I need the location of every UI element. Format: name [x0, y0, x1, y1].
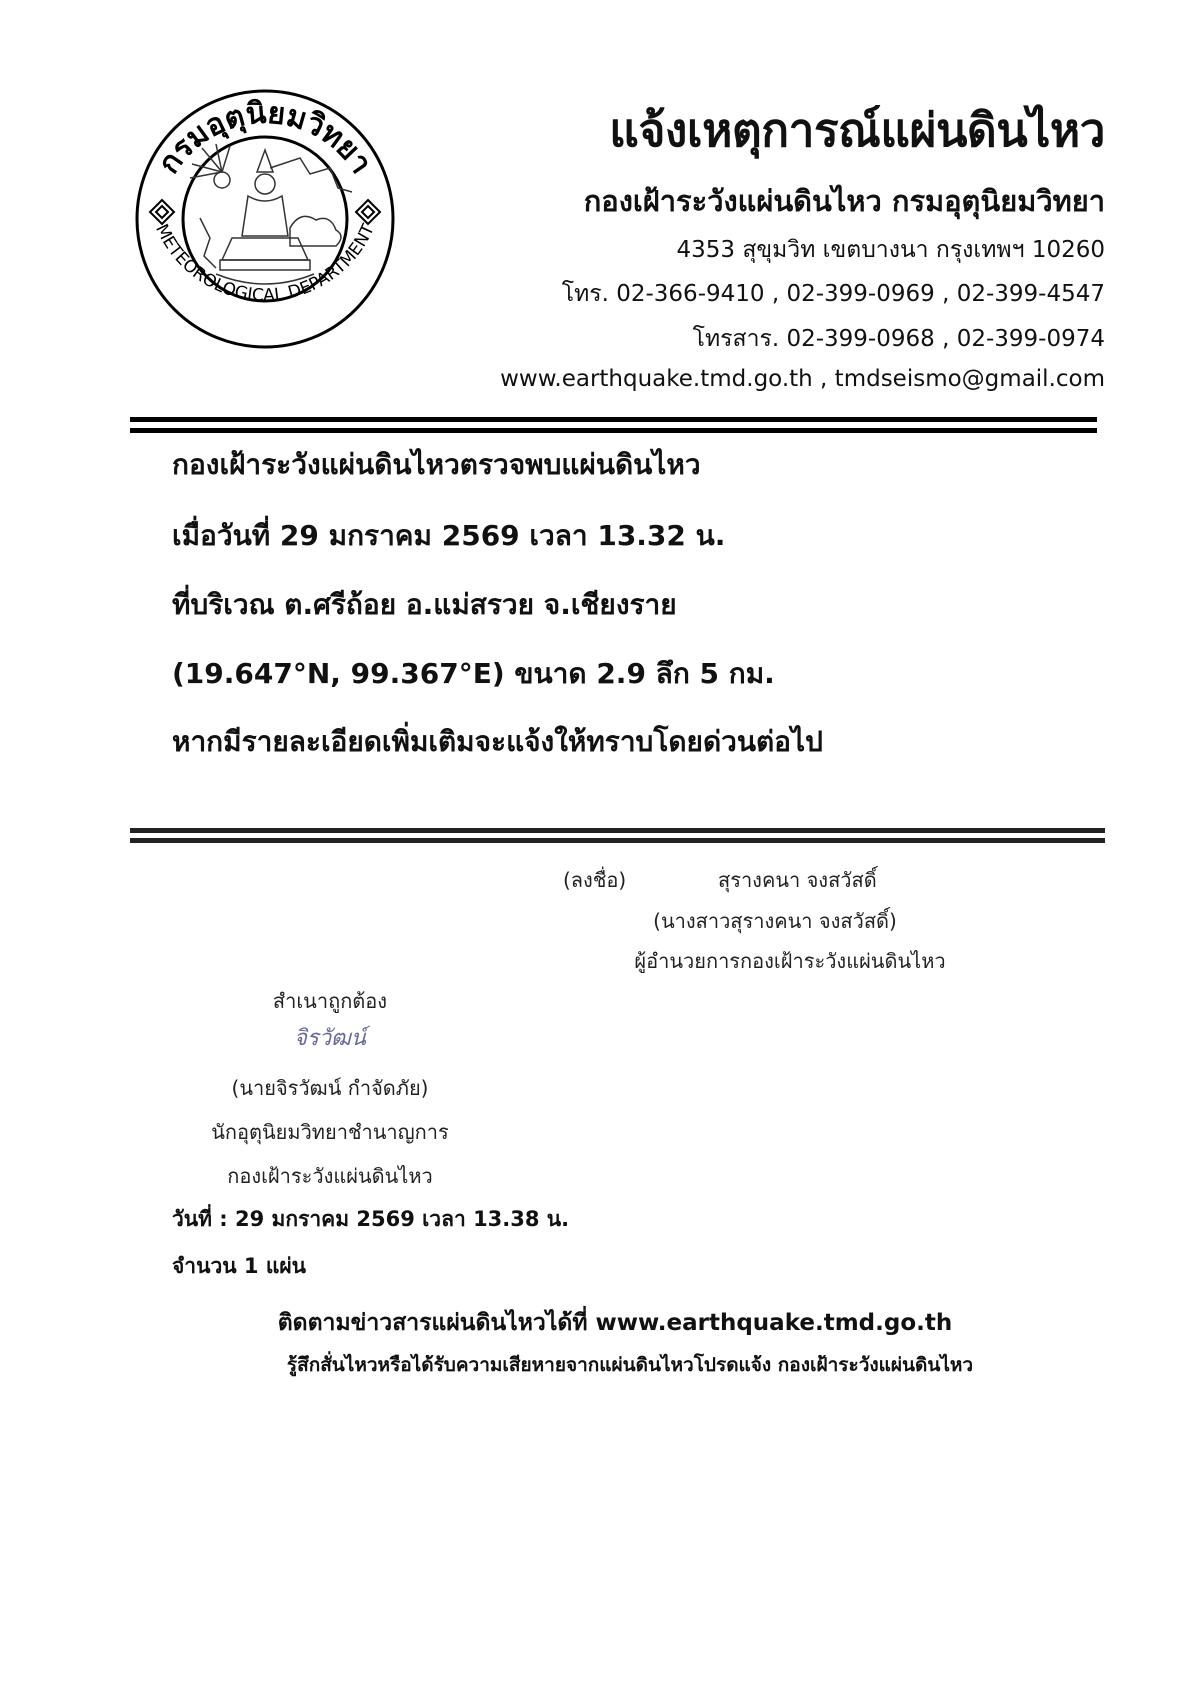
document-title: แจ้งเหตุการณ์แผ่นดินไหว	[609, 103, 1105, 157]
fax-numbers: โทรสาร. 02-399-0968 , 02-399-0974	[692, 326, 1105, 352]
header-divider-top	[130, 417, 1097, 422]
certifier-department: กองเฝ้าระวังแผ่นดินไหว	[227, 1164, 433, 1188]
seal-top-text: กรมอุตุนิยมวิทยา	[151, 95, 379, 181]
meteorological-department-seal-icon	[120, 88, 410, 350]
report-line-1: กองเฝ้าระวังแผ่นดินไหวตรวจพบแผ่นดินไหว	[172, 448, 701, 481]
certifier-signature: จิรวัฒน์	[294, 1026, 366, 1051]
report-line-coordinates: (19.647°N, 99.367°E) ขนาด 2.9 ลึก 5 กม.	[172, 657, 775, 690]
header-divider-bottom	[130, 428, 1097, 433]
seal-bottom-text: METEOROLOGICAL DEPARTMENT	[151, 221, 379, 306]
sign-label: (ลงชื่อ)	[563, 868, 627, 892]
body-divider-bottom	[130, 838, 1105, 843]
footer-follow-news: ติดตามข่าวสารแผ่นดินไหวได้ที่ www.earthquake.tmd.go.th	[277, 1310, 953, 1336]
page-count: จำนวน 1 แผ่น	[172, 1254, 307, 1278]
organization-name: กองเฝ้าระวังแผ่นดินไหว กรมอุตุนิยมวิทยา	[583, 184, 1105, 218]
address: 4353 สุขุมวิท เขตบางนา กรุงเทพฯ 10260	[676, 237, 1105, 263]
phone-numbers: โทร. 02-366-9410 , 02-399-0969 , 02-399-4547	[561, 281, 1105, 307]
certifier-position: นักอุตุนิยมวิทยาชำนาญการ	[211, 1120, 449, 1144]
body-divider-top	[130, 828, 1105, 833]
director-position: ผู้อำนวยการกองเฝ้าระวังแผ่นดินไหว	[634, 949, 946, 973]
report-line-followup: หากมีรายละเอียดเพิ่มเติมจะแจ้งให้ทราบโดยด่วนต่อไป	[172, 725, 823, 758]
footer-report-notice: รู้สึกสั่นไหวหรือได้รับความเสียหายจากแผ่นดินไหวโปรดแจ้ง กองเฝ้าระวังแผ่นดินไหว	[286, 1354, 974, 1376]
report-line-date: เมื่อวันที่ 29 มกราคม 2569 เวลา 13.32 น.	[172, 519, 726, 552]
director-full-name: (นางสาวสุรางคนา จงสวัสดิ์)	[653, 909, 897, 933]
certifier-full-name: (นายจิรวัฒน์ กำจัดภัย)	[231, 1076, 429, 1100]
certified-copy-label: สำเนาถูกต้อง	[272, 989, 388, 1013]
director-signature: สุรางคนา จงสวัสดิ์	[718, 868, 877, 892]
website-email: www.earthquake.tmd.go.th , tmdseismo@gmail.com	[500, 366, 1105, 392]
report-line-location: ที่บริเวณ ต.ศรีถ้อย อ.แม่สรวย จ.เชียงราย	[172, 588, 677, 621]
issue-date: วันที่ : 29 มกราคม 2569 เวลา 13.38 น.	[172, 1207, 570, 1231]
